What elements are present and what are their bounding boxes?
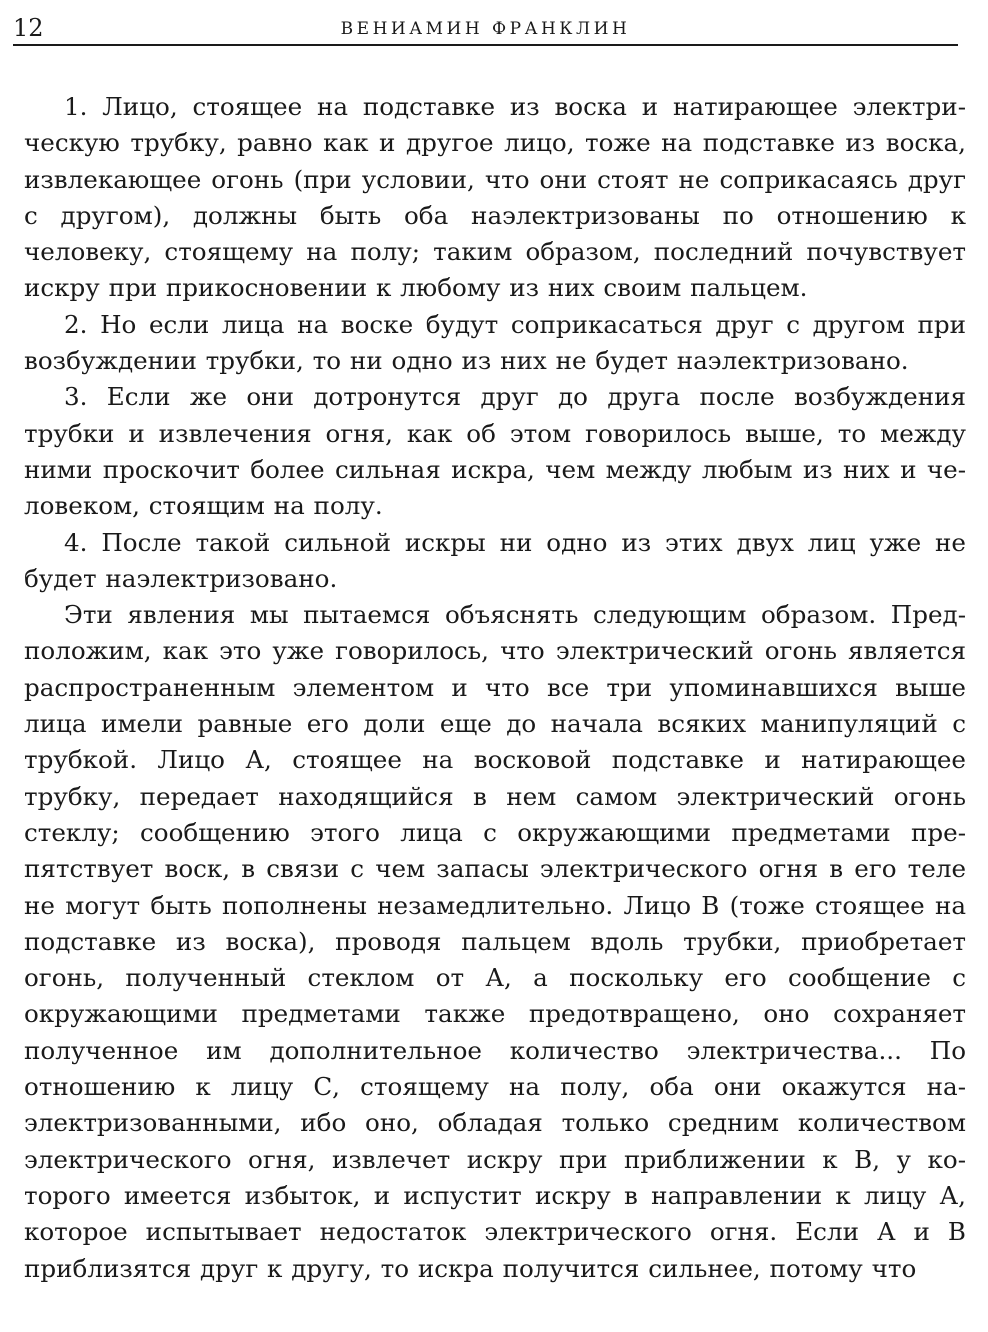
running-head xyxy=(13,8,958,46)
body-text xyxy=(24,89,966,1287)
paragraph-1: 1. Лицо, стоящее на подставке из воска и натирающее электрическую трубку, равно как и другое лицо, тоже на подставке из воска, извлекающее огонь (при условии, что они стоят не соприкасаясь друг с другом), должны быть оба наэлектризованы по отношению к человеку, стоящему на полу; таким образом, последний почувствует искру при прикосновении к любому из них своим пальцем. xyxy=(24,92,966,303)
paragraph-4: 4. После такой сильной искры ни одно из этих двух лиц уже не будет наэлектризовано. xyxy=(24,527,966,593)
paragraph-2: 2. Но если лица на воске будут соприкасаться друг с другом при возбуждении трубки, то ни одно из них не будет наэлектризовано. xyxy=(24,309,966,376)
running-title: ВЕНИАМИН ФРАНКЛИН xyxy=(340,19,631,39)
paragraph-3: 3. Если же они дотронутся друг до друга после возбуждения трубки и извлечения огня, как об этом говорилось выше, то между ними проскочит более сильная искра, чем между любым из них и человеком, стоящим на полу. xyxy=(24,382,966,521)
paragraph-5: Эти явления мы пытаемся объяснять следующим образом. Предположим, как это уже говорилось, что электрический огонь является распространенным элементом и что все три упоминавшихся выше лица имели равные его доли еще до начала всяких манипуляций с трубкой. Лицо А, стоящее на восковой подставке и натирающее трубку, передает находящийся в нем самом электрический огонь стеклу; сообщению этого лица с окружающими предметами препятствует воск, в связи с чем запасы электрического огня в его теле не могут быть пополнены незамедлительно. Лицо В (тоже стоящее на подставке из воска), проводя пальцем вдоль трубки, приобретает огонь, полученный стеклом от А, а поскольку его сообщение с окружающими предметами также предотвращено, оно сохраняет полученное им дополнительное количество электричества... По отношению к лицу С, стоящему на полу, оба они окажутся наэлектризованными, ибо оно, обладая только средним количеством электрического огня, извлечет искру при приближении к В, у которого имеется избыток, и испустит искру в направлении к лицу А, которое испытывает недостаток электрического огня. Если А и В приблизятся друг к другу, то искра получится сильнее, потому что xyxy=(24,600,966,1283)
page-number: 12 xyxy=(13,14,44,42)
